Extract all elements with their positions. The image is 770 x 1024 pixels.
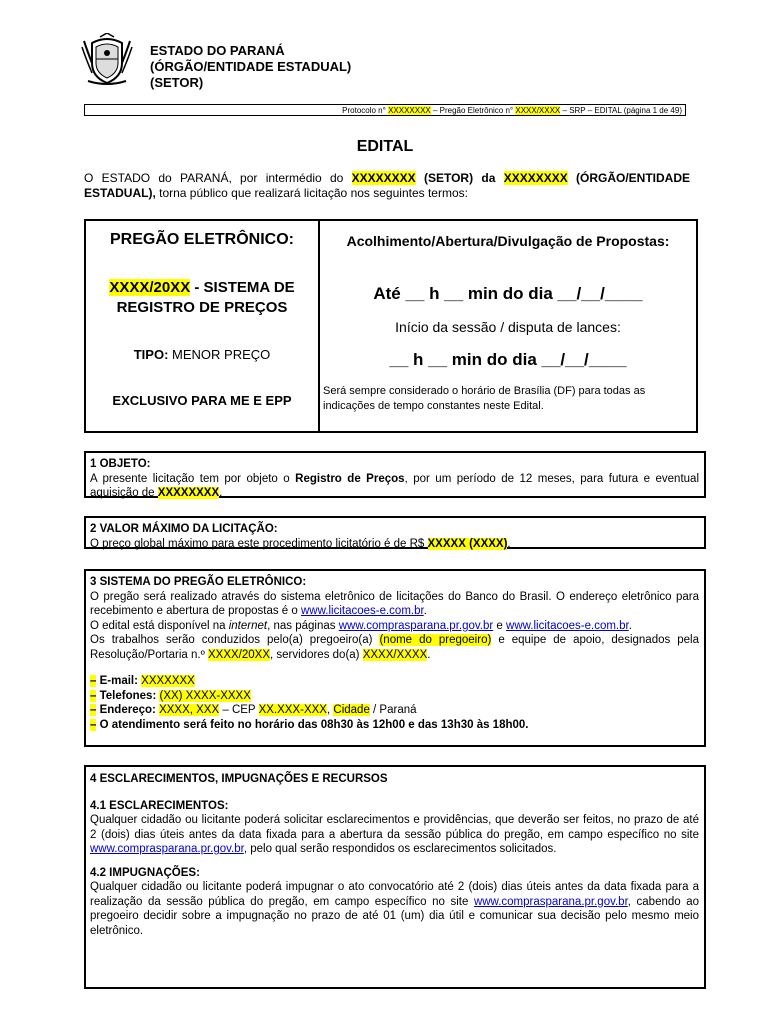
bullet-dash: – — [90, 704, 97, 716]
tipo-line — [86, 347, 318, 362]
body-text: , pelo qual serão respondidos os esclarecimentos solicitados. — [243, 843, 557, 855]
summary-box — [84, 219, 698, 433]
summary-left — [86, 221, 320, 431]
address-sep: , — [326, 704, 331, 716]
phone-value: (XX) XXXX-XXXX — [159, 689, 251, 702]
body-text: , nas páginas — [267, 619, 336, 632]
tipo-label: TIPO: — [133, 347, 169, 362]
protocol-number: XXXXXXXX — [388, 106, 431, 115]
body-text: O preço global máximo para este procedimento licitatório é de R$ — [90, 537, 425, 550]
hours-text: O atendimento será feito no horário das 08h30 às 12h00 e das 13h30 às 18h00. — [99, 718, 529, 731]
bullet-dash: – — [90, 689, 97, 702]
intro-text: O ESTADO do PARANÁ, por intermédio do — [84, 171, 344, 185]
subsection-heading: 4.2 IMPUGNAÇÕES: — [90, 866, 200, 879]
body-text: . — [219, 487, 223, 499]
section-body — [90, 813, 699, 857]
body-text: . — [427, 648, 431, 661]
entity-name: (ÓRGÃO/ENTIDADE ESTADUAL) — [150, 59, 352, 74]
protocol-line — [84, 104, 686, 116]
srp-text: REGISTRO DE PREÇOS — [116, 299, 288, 316]
section-esclarecimentos — [84, 765, 706, 989]
document-header — [80, 33, 700, 95]
city-value: Cidade — [333, 704, 370, 716]
header-text — [150, 43, 351, 91]
body-highlight: (nome do pregoeiro) — [379, 634, 492, 646]
body-text: , servidores do(a) — [270, 648, 360, 661]
intro-highlight: XXXXXXXX — [351, 171, 416, 185]
state-value: / Paraná — [373, 704, 417, 716]
body-italic: internet — [228, 619, 268, 632]
subsection-heading: 4.1 ESCLARECIMENTOS: — [90, 799, 229, 812]
parana-coat-of-arms-icon — [80, 33, 134, 87]
contact-address — [90, 703, 699, 718]
section-body — [90, 880, 699, 938]
body-text: Qualquer cidadão ou licitante poderá impugnar o ato convocatório até 2 (dois) dias úteis antes da data fixada para a realização da sessão pública do pregão, em campo específico no site — [90, 881, 699, 908]
intro-text: (SETOR) da — [423, 171, 496, 185]
intro-text: torna público que realizará licitação nos seguintes termos: — [159, 186, 468, 200]
body-text: A presente licitação tem por objeto o — [90, 472, 290, 485]
address-value: XXXX, XXX — [159, 704, 220, 716]
state-name: ESTADO DO PARANÁ — [150, 43, 285, 58]
body-highlight: XXXXX (XXXX) — [427, 537, 508, 550]
exclusive-note: EXCLUSIVO PARA ME E EPP — [112, 393, 292, 408]
summary-right — [320, 221, 696, 431]
session-start-time: __ h __ min do dia __/__/____ — [389, 350, 627, 369]
section-heading: 4 ESCLARECIMENTOS, IMPUGNAÇÕES E RECURSOS — [90, 773, 388, 785]
section-sistema-pregao — [84, 569, 706, 747]
contact-hours — [90, 718, 699, 733]
body-text: e — [496, 619, 503, 632]
body-text: , por um período de 12 meses, para futura e eventual aquisição de — [90, 472, 699, 499]
spacer — [90, 787, 699, 799]
timezone-note: Será sempre considerado o horário de Brasília (DF) para todas as indicações de tempo constantes neste Edital. — [323, 385, 646, 412]
comprasparana-link[interactable]: www.comprasparana.pr.gov.br — [338, 619, 494, 632]
body-text: Os trabalhos serão conduzidos pelo(a) pregoeiro(a) — [90, 634, 373, 646]
section-heading: 2 VALOR MÁXIMO DA LICITAÇÃO: — [90, 523, 278, 535]
address-label: Endereço: — [99, 704, 156, 716]
proposals-deadline: Até __ h __ min do dia __/__/____ — [373, 284, 643, 303]
pregao-year-number: XXXX/20XX — [109, 279, 191, 296]
section-body — [90, 590, 699, 619]
body-text: O edital está disponível na — [90, 619, 226, 632]
section-body — [90, 619, 699, 634]
protocol-suffix: – SRP – EDITAL (página 1 de 49) — [562, 106, 682, 115]
protocol-mid: – Pregão Eletrônico n° — [432, 106, 514, 115]
body-highlight: XXXX/XXXX — [362, 648, 428, 661]
srp-text: - SISTEMA DE — [194, 279, 295, 296]
section-body — [90, 633, 699, 662]
section-body — [90, 472, 699, 501]
email-label: E-mail: — [99, 675, 138, 687]
comprasparana-link[interactable]: www.comprasparana.pr.gov.br — [90, 843, 244, 855]
section-heading: 1 OBJETO: — [90, 458, 151, 470]
protocol-prefix: Protocolo n° — [342, 106, 386, 115]
intro-highlight: XXXXXXXX — [503, 171, 568, 185]
section-body — [90, 537, 699, 552]
proposals-title: Acolhimento/Abertura/Divulgação de Propostas: — [346, 233, 670, 249]
sector-name: (SETOR) — [150, 75, 204, 90]
body-text: . — [507, 537, 511, 550]
cep-value: XX.XXX-XXX — [258, 704, 327, 716]
section-heading: 3 SISTEMA DO PREGÃO ELETRÔNICO: — [90, 576, 307, 588]
body-text: Qualquer cidadão ou licitante poderá solicitar esclarecimentos e providências, que deverão ser feitos, no prazo de até 2 (dois) dias úteis antes da data fixada para a abertura da sessão pública do pregão, em campo específico no site — [90, 814, 699, 841]
body-text: , cabendo ao pregoeiro decidir sobre a impugnação no prazo de até 01 (um) dia útil e comunicar sua decisão pelo mesmo meio eletrônico. — [90, 895, 699, 937]
bullet-dash: – — [90, 718, 97, 731]
body-text: e equipe de apoio, designados pela Resolução/Portaria n.º — [90, 634, 699, 661]
page-title: EDITAL — [356, 138, 414, 155]
email-value: XXXXXXX — [141, 675, 195, 687]
tipo-value: MENOR PREÇO — [172, 347, 271, 362]
body-text: . — [628, 619, 632, 632]
contact-email — [90, 674, 699, 689]
body-highlight: XXXX/20XX — [208, 648, 271, 661]
session-start-label: Início da sessão / disputa de lances: — [395, 319, 621, 335]
body-text: . — [423, 605, 427, 617]
section-valor-maximo — [84, 516, 706, 549]
body-text: O pregão será realizado através do sistema eletrônico de licitações do Banco do Brasil. O endereço eletrônico para recebimento e abertura de propostas é o — [90, 590, 699, 617]
contact-phone — [90, 689, 699, 704]
spacer — [90, 857, 699, 866]
intro-paragraph — [84, 171, 690, 201]
spacer — [90, 662, 699, 674]
comprasparana-link[interactable]: www.comprasparana.pr.gov.br — [473, 895, 628, 908]
phone-label: Telefones: — [99, 689, 157, 702]
section-objeto — [84, 451, 706, 498]
pregao-number: XXXX/XXXX — [515, 106, 561, 115]
body-bold: Registro de Preços — [295, 472, 405, 485]
pregao-title: PREGÃO ELETRÔNICO: — [109, 231, 294, 248]
srp-block — [86, 278, 318, 318]
licitacoes-link[interactable]: www.licitacoes-e.com.br — [506, 619, 629, 632]
body-highlight: XXXXXXXX — [157, 487, 220, 499]
cep-label: – CEP — [222, 704, 256, 716]
bullet-dash: – — [90, 675, 97, 687]
licitacoes-link[interactable]: www.licitacoes-e.com.br — [300, 605, 424, 617]
intro-text: (ÓRGÃO/ENTIDADE ESTADUAL), — [84, 171, 691, 200]
